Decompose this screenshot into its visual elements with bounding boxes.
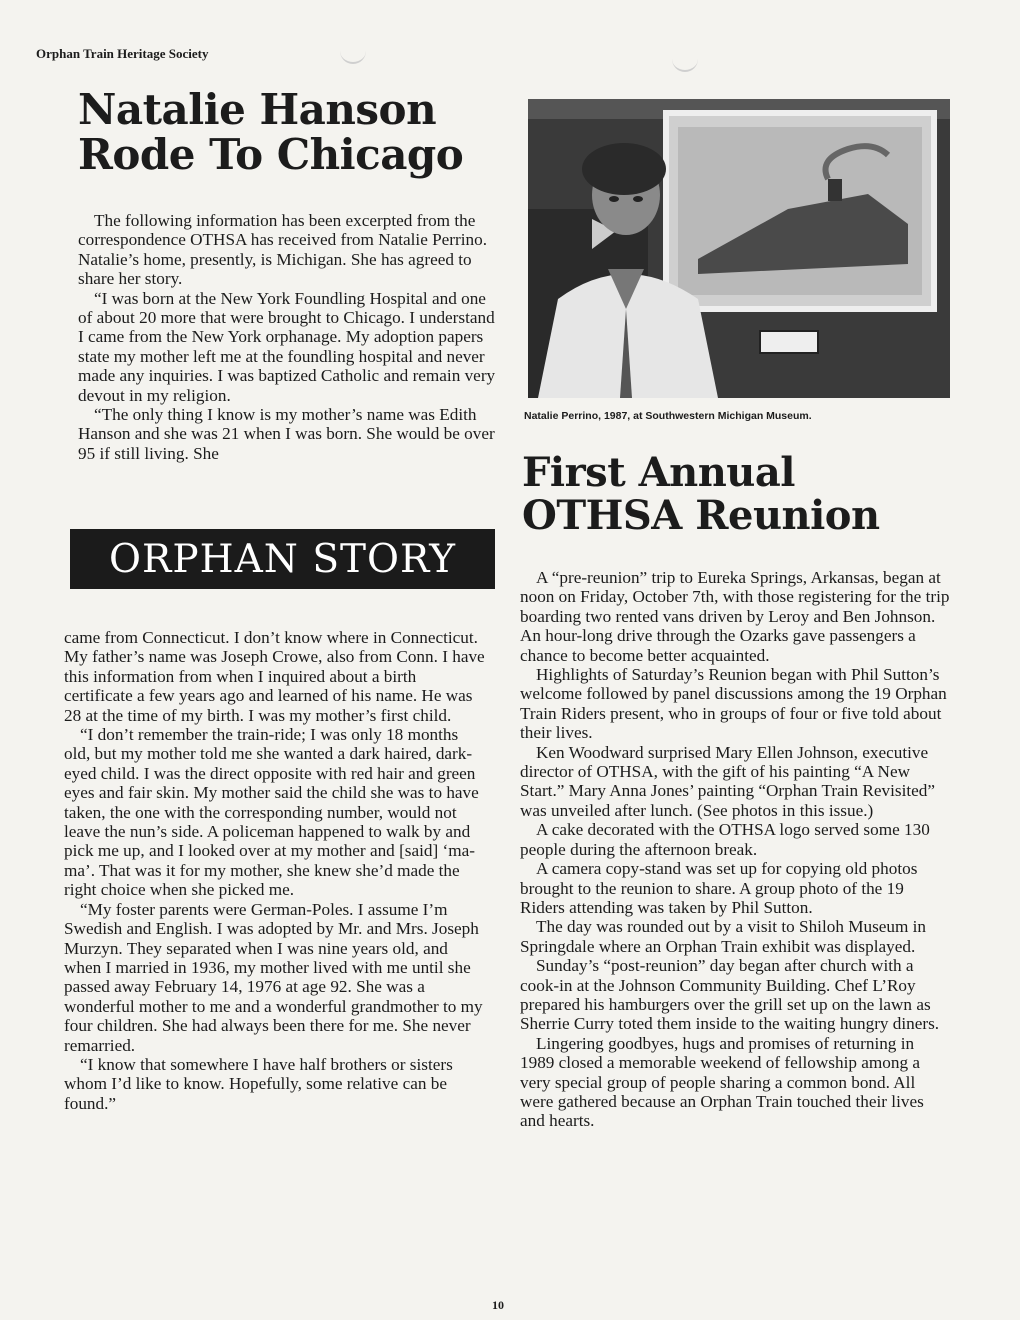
photo-illustration bbox=[528, 99, 950, 398]
story-paragraph: “The only thing I know is my mother’s name was Edith Hanson and she was 21 when I was born. She would be over 95 if still living. She bbox=[78, 405, 495, 463]
story-title bbox=[78, 85, 464, 179]
story-bottom-text bbox=[64, 628, 488, 1113]
story-paragraph: “I know that somewhere I have half brothers or sisters whom I’d like to know. Hopefully, some relative can be found.” bbox=[64, 1054, 453, 1113]
story-paragraph: “My foster parents were German-Poles. I assume I’m Swedish and English. I was adopted by Mr. and Mrs. Joseph Murzyn. They separated when I was nine years old, and when I married in 1936, my mother lived with me until she passed away February 14, 1976 at age 92. She was a wonderful mother to me and a wonderful grandmother to my four children. She had always been there for me. She never remarried. bbox=[64, 899, 483, 1055]
story-paragraph: “I was born at the New York Foundling Hospital and one of about 20 more that were brought to Chicago. I understand I came from the New York orphanage. My adoption papers state my mother left me at the foundling hospital and never made any inquiries. I was baptized Catholic and remain very devout in my religion. bbox=[78, 288, 496, 405]
story-paragraph: “I don’t remember the train-ride; I was only 18 months old, but my mother told me she wanted a dark haired, dark-eyed child. I was the direct opposite with red hair and green eyes and fair skin. My mother said the child she was to have taken, the one with the corresponding number, would not leave the nun’s side. A policeman happened to walk by and pick me up, and I looked over at my mother and [said] ‘ma-ma’. That was it for my mother, she knew she’d made the right choice when she picked me. bbox=[64, 725, 479, 900]
reunion-paragraph: The day was rounded out by a visit to Shiloh Museum in Springdale where an Orphan Train exhibit was displayed. bbox=[520, 917, 927, 956]
reunion-text bbox=[520, 568, 950, 1131]
page-number: 10 bbox=[492, 1298, 504, 1312]
reunion-paragraph: Lingering goodbyes, hugs and promises of returning in 1989 closed a memorable weekend of fellowship among a very special group of people sharing a common bond. All were gathered because an Orphan Train touched their lives and hearts. bbox=[520, 1033, 924, 1131]
story-paragraph: The following information has been excerpted from the correspondence OTHSA has received from Natalie Perrino. Natalie’s home, presently, is Michigan. She has agreed to share her story. bbox=[78, 211, 488, 289]
story-paragraph: came from Connecticut. I don’t know where in Connecticut. My father’s name was Joseph Crowe, also from Conn. I have this information from when I inquired about a birth certificate a few years ago and learned of his name. He was 28 at the time of my birth. I was my mother’s first child. bbox=[64, 628, 485, 725]
story-top-text bbox=[78, 211, 496, 463]
photo-natalie-perrino bbox=[528, 99, 950, 398]
reunion-paragraph: A “pre-reunion” trip to Eureka Springs, Arkansas, began at noon on Friday, October 7th, with those registering for the trip boarding two rented vans driven by Leroy and Ben Johnson. An hour-long drive through the Ozarks gave passengers a chance to become better acquainted. bbox=[520, 568, 950, 665]
binder-hole-mark bbox=[340, 42, 366, 64]
reunion-title-line2: OTHSA Reunion bbox=[522, 491, 880, 539]
reunion-paragraph: Sunday’s “post-reunion” day began after church with a cook-in at the Johnson Community Building. Chef L’Roy prepared his hamburgers over the grill set up on the lawn as Sherrie Curry toted them inside to the waiting hungry diners. bbox=[520, 956, 940, 1034]
reunion-paragraph: Ken Woodward surprised Mary Ellen Johnson, executive director of OTHSA, with the gift of his painting “A New Start.” Mary Anna Jones’ painting “Orphan Train Revisited” was unveiled after lunch. (See photos in this issue.) bbox=[520, 742, 935, 820]
reunion-paragraph: Highlights of Saturday’s Reunion began with Phil Sutton’s welcome followed by panel discussions among the 19 Orphan Train Riders present, who in groups of four or five told about their lives. bbox=[520, 665, 947, 743]
story-title-line1: Natalie Hanson bbox=[78, 85, 437, 134]
reunion-title-line1: First Annual bbox=[522, 449, 795, 496]
reunion-paragraph: A camera copy-stand was set up for copying old photos brought to the reunion to share. A group photo of the 19 Riders attending was taken by Phil Sutton. bbox=[520, 859, 918, 917]
orphan-story-banner: ORPHAN STORY bbox=[70, 529, 495, 589]
story-title-line2: Rode To Chicago bbox=[78, 129, 464, 179]
binder-hole-mark bbox=[672, 50, 698, 72]
photo-caption: Natalie Perrino, 1987, at Southwestern Michigan Museum. bbox=[524, 410, 812, 422]
reunion-paragraph: A cake decorated with the OTHSA logo served some 130 people during the afternoon break. bbox=[520, 820, 930, 859]
running-header: Orphan Train Heritage Society bbox=[36, 46, 209, 61]
reunion-title bbox=[522, 449, 880, 539]
